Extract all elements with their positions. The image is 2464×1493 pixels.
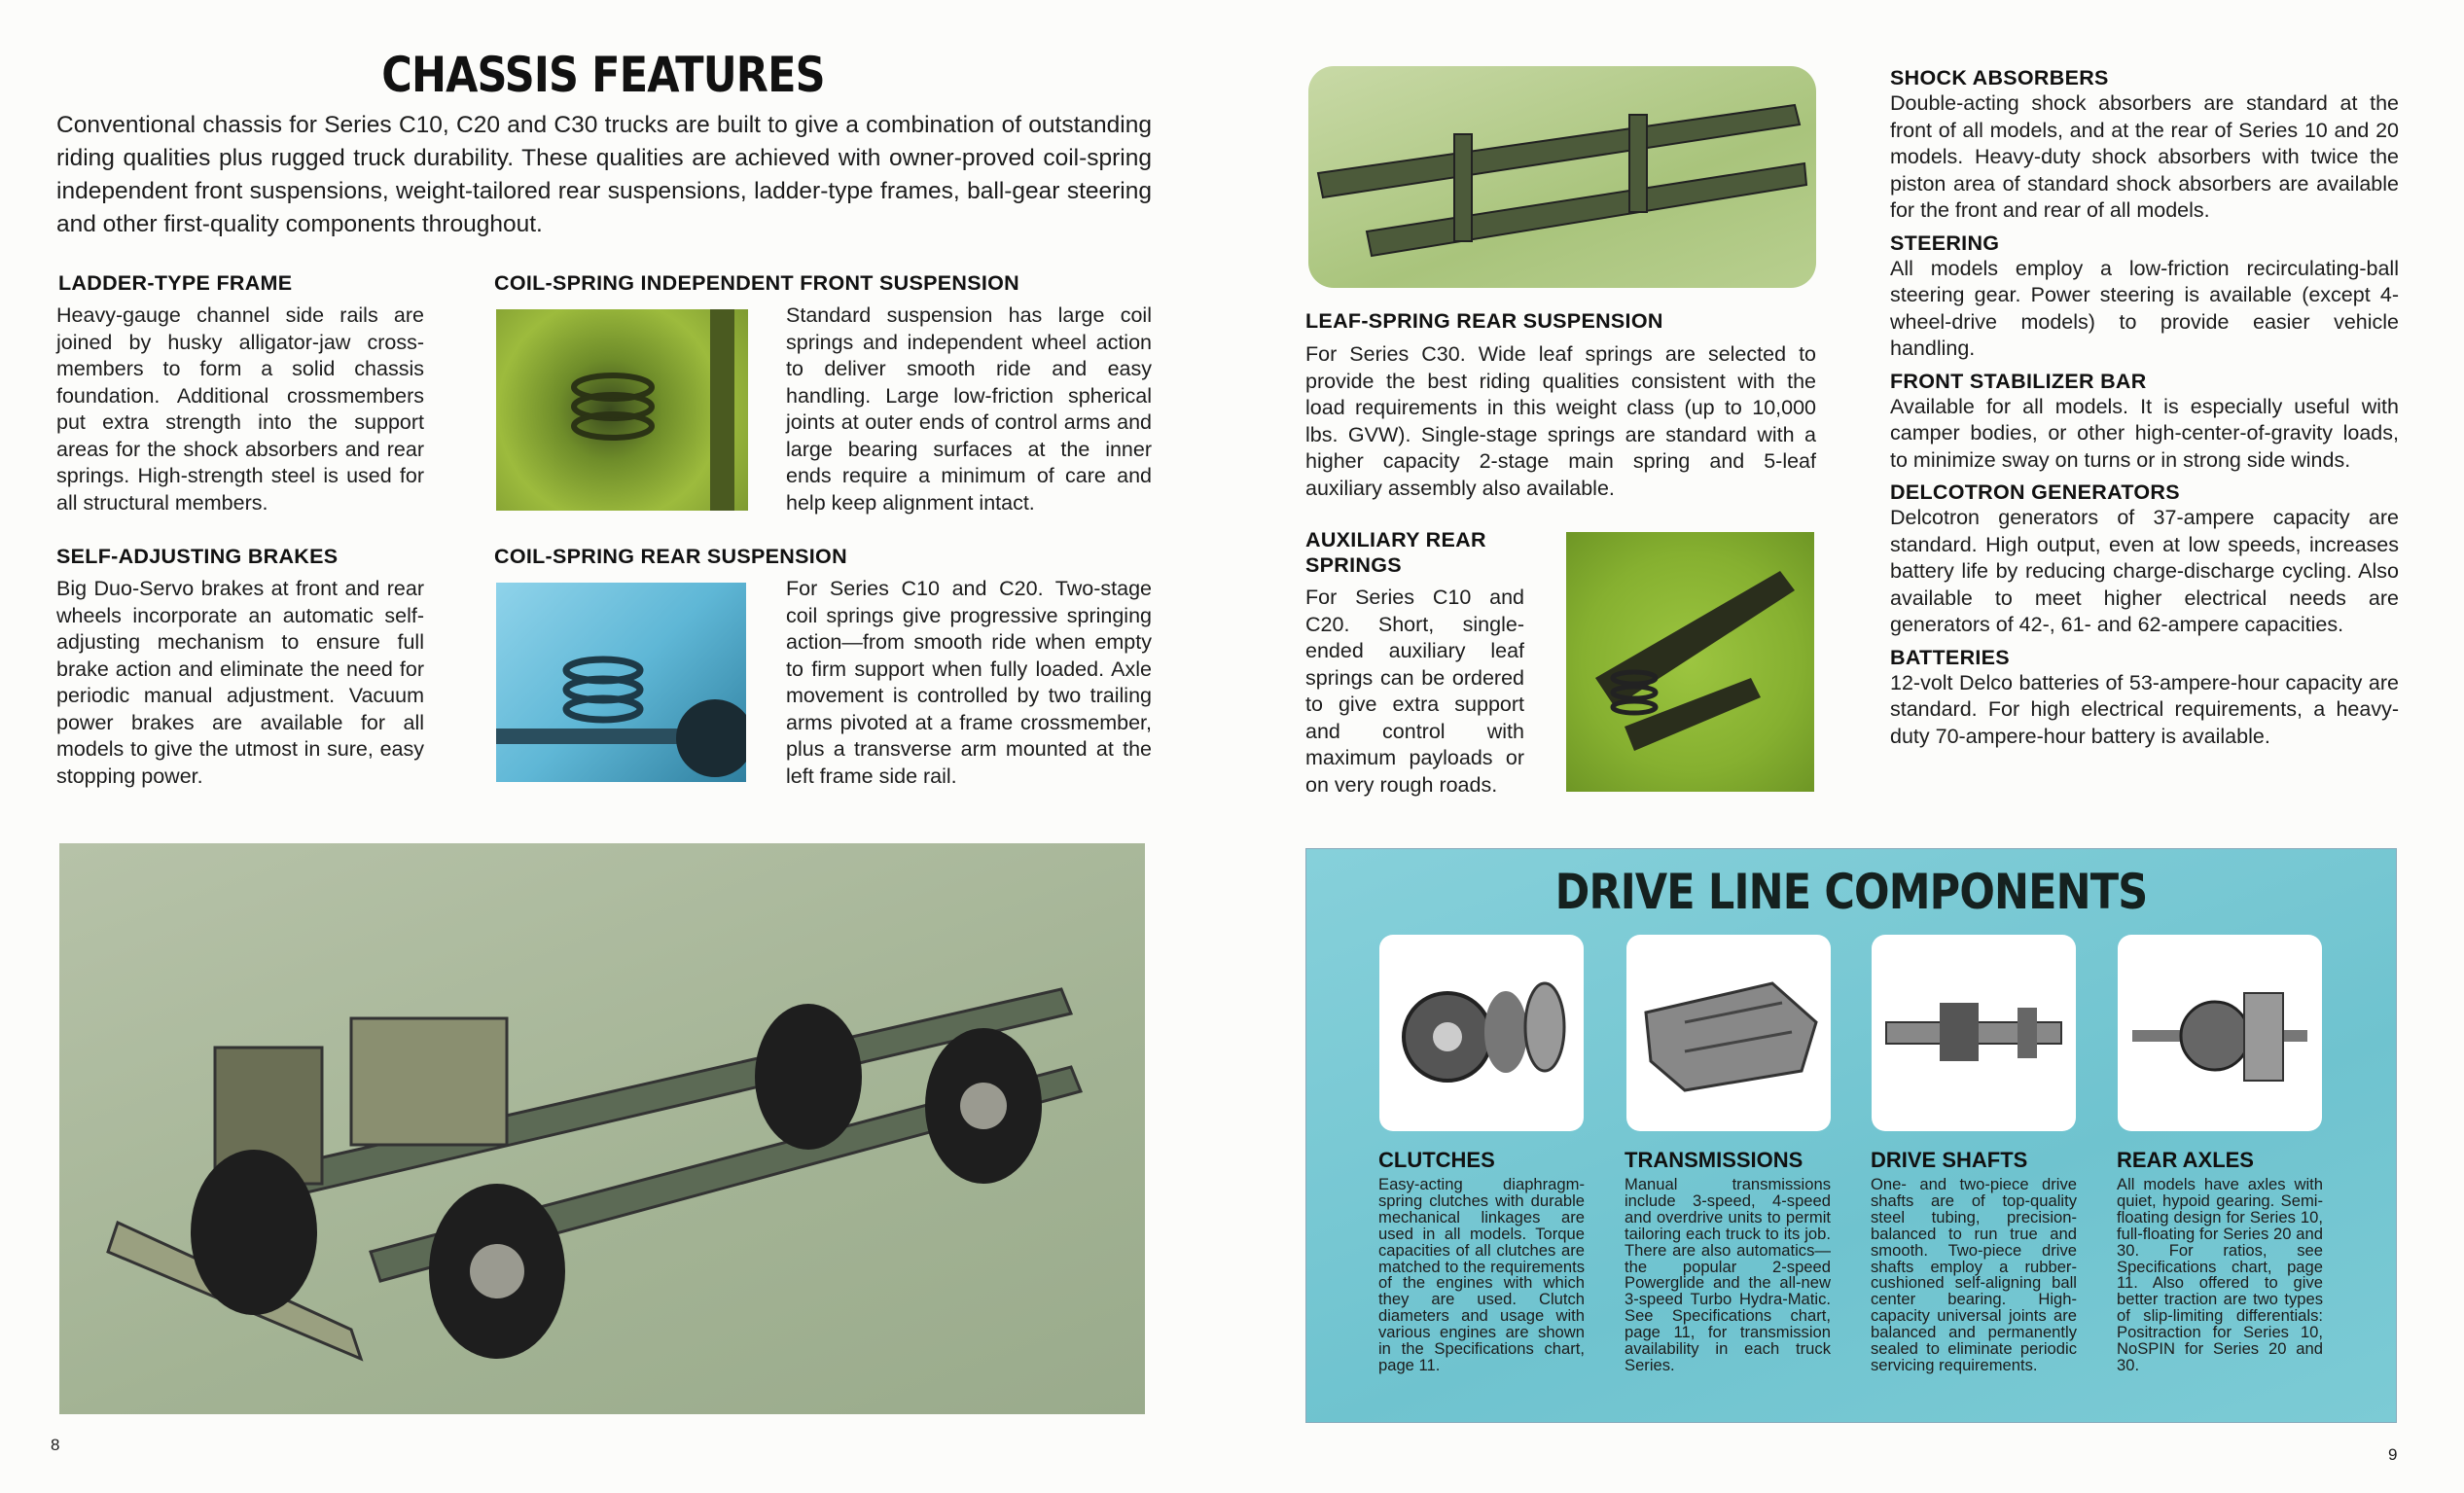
- generators-heading: DELCOTRON GENERATORS: [1890, 480, 2180, 504]
- rear-axles-heading: REAR AXLES: [2117, 1148, 2254, 1172]
- rear-suspension-photo: [496, 583, 746, 782]
- shock-absorbers-text: Double-acting shock absorbers are standard at the front of all models, and at the rear of Series 10 and 20 models. Heavy-duty shock absorbers with twice the piston area of standard shock absorbers are available for the front and rear of all models.: [1890, 91, 2399, 222]
- rear-axle-icon: [2118, 935, 2322, 1131]
- stabilizer-heading: FRONT STABILIZER BAR: [1890, 369, 2147, 393]
- auxiliary-spring-photo: [1566, 532, 1814, 792]
- transmission-image-card: [1626, 935, 1831, 1131]
- clutch-image-card: [1379, 935, 1584, 1131]
- drive-line-title: DRIVE LINE COMPONENTS: [1554, 864, 2148, 920]
- leaf-spring-text: For Series C30. Wide leaf springs are selected to provide the best riding qualities consistent with the load requirements in this weight class (up to 10,000 lbs. GVW). Single-stage springs are standard with a higher capacity 2-stage main spring and 5-leaf auxiliary assembly also available.: [1305, 342, 1816, 500]
- right-column: [1890, 66, 2399, 750]
- transmission-icon: [1626, 935, 1831, 1131]
- brakes-text: Big Duo-Servo brakes at front and rear wheels incorporate an automatic self-adjusting mechanism to ensure full brake action and eliminate the need for periodic manual adjustment. Vacuum power brakes are available for all models to give the utmost in sure, easy stopping power.: [56, 577, 424, 788]
- stabilizer-text: Available for all models. It is especially useful with camper bodies, or other high-center-of-gravity loads, to minimize sway on turns or in strong side winds.: [1890, 394, 2399, 472]
- leaf-spring-heading: LEAF-SPRING REAR SUSPENSION: [1305, 309, 1663, 333]
- brakes-heading: SELF-ADJUSTING BRAKES: [56, 545, 339, 568]
- rear-suspension-text: For Series C10 and C20. Two-stage coil springs give progressive springing action—from smooth ride when empty to firm support when fully loaded. Axle movement is controlled by two trailing arms pivoted at a frame crossmember, plus a transverse arm mounted at the left frame side rail.: [786, 577, 1152, 788]
- auxiliary-springs-heading: AUXILIARY REAR SPRINGS: [1305, 528, 1486, 577]
- drive-shaft-icon: [1872, 935, 2076, 1131]
- auxiliary-springs-text: For Series C10 and C20. Short, single-ended auxiliary leaf springs can be ordered to give extra support and control with maximum payloads or on very rough roads.: [1305, 586, 1524, 797]
- leaf-spring-illustration: [1566, 532, 1814, 792]
- frame-illustration: [1308, 66, 1816, 288]
- front-suspension-photo: [496, 309, 748, 511]
- batteries-text: 12-volt Delco batteries of 53-ampere-hour capacity are standard. For high electrical requirements, a heavy-duty 70-ampere-hour battery is available.: [1890, 670, 2399, 748]
- drive-shaft-image-card: [1872, 935, 2076, 1131]
- drive-shafts-heading: DRIVE SHAFTS: [1871, 1148, 2028, 1172]
- clutch-icon: [1379, 935, 1584, 1131]
- chassis-illustration: [59, 843, 1145, 1414]
- batteries-heading: BATTERIES: [1890, 645, 2010, 669]
- page-number-right: 9: [2388, 1445, 2398, 1464]
- coil-spring-illustration: [496, 309, 748, 511]
- front-suspension-heading: COIL-SPRING INDEPENDENT FRONT SUSPENSION: [494, 271, 1019, 295]
- rear-suspension-heading: COIL-SPRING REAR SUSPENSION: [494, 545, 847, 568]
- shock-absorbers-heading: SHOCK ABSORBERS: [1890, 66, 2109, 89]
- steering-text: All models employ a low-friction recirculating-ball steering gear. Power steering is available (except 4-wheel-drive models) to provide easier vehicle handling.: [1890, 256, 2399, 360]
- coil-spring-illustration: [496, 583, 746, 782]
- generators-text: Delcotron generators of 37-ampere capacity are standard. High output, even at low speeds, increases battery life by reducing charge-discharge cycling. Also available to meet higher electrical needs are generators of 42-, 61- and 62-ampere capacities.: [1890, 506, 2399, 636]
- transmissions-text: Manual transmissions include 3-speed, 4-speed and overdrive units to permit tailoring each truck to its job. There are also automatics—the popular 2-speed Powerglide and the all-new 3-speed Turbo Hydra-Matic. See Specifications chart, page 11, for transmission availability in each truck Series.: [1625, 1175, 1831, 1374]
- chassis-photo: [59, 843, 1145, 1414]
- intro-paragraph: Conventional chassis for Series C10, C20 and C30 trucks are built to give a combination of outstanding riding qualities plus rugged truck durability. These qualities are achieved with owner-proved coil-spring independent front suspensions, weight-tailored rear suspensions, ladder-type frames, ball-gear steering and other first-quality components throughout.: [56, 112, 1152, 237]
- front-suspension-text: Standard suspension has large coil springs and independent wheel action to deliver smooth ride and easy handling. Large low-friction spherical joints at outer ends of control arms and large bearing surfaces at the inner ends require a minimum of care and help keep alignment intact.: [786, 303, 1152, 515]
- page-number-left: 8: [51, 1436, 60, 1454]
- ladder-frame-text: Heavy-gauge channel side rails are joined by husky alligator-jaw cross-members to form a solid chassis foundation. Additional crossmembers put extra strength into the support areas for the shock absorbers and rear springs. High-strength steel is used for all structural members.: [56, 303, 424, 515]
- clutches-text: Easy-acting diaphragm-spring clutches with durable mechanical linkages are used in all models. Torque capacities of all clutches are matched to the requirements of the engines with which they are used. Clutch diameters and usage with various engines are shown in the Specifications chart, page 11.: [1378, 1175, 1585, 1374]
- rear-axles-text: All models have axles with quiet, hypoid gearing. Semi-floating design for Series 10, full-floating for Series 20 and 30. For ratios, see Specifications chart, page 11. Also offered to give better traction are two types of slip-limiting differentials: Positraction for Series 10, NoSPIN for Series 20 and 30.: [2117, 1175, 2323, 1374]
- rear-axle-image-card: [2118, 935, 2322, 1131]
- frame-photo: [1308, 66, 1816, 288]
- page-title: CHASSIS FEATURES: [381, 47, 825, 103]
- ladder-frame-heading: LADDER-TYPE FRAME: [58, 271, 293, 295]
- drive-shafts-text: One- and two-piece drive shafts are of top-quality steel tubing, precision-balanced to run true and smooth. Two-piece drive shafts employ a rubber-cushioned self-aligning ball center bearing. High-capacity universal joints are balanced and permanently sealed to eliminate periodic servicing requirements.: [1871, 1175, 2077, 1374]
- transmissions-heading: TRANSMISSIONS: [1625, 1148, 1803, 1172]
- steering-heading: STEERING: [1890, 231, 2000, 255]
- clutches-heading: CLUTCHES: [1378, 1148, 1495, 1172]
